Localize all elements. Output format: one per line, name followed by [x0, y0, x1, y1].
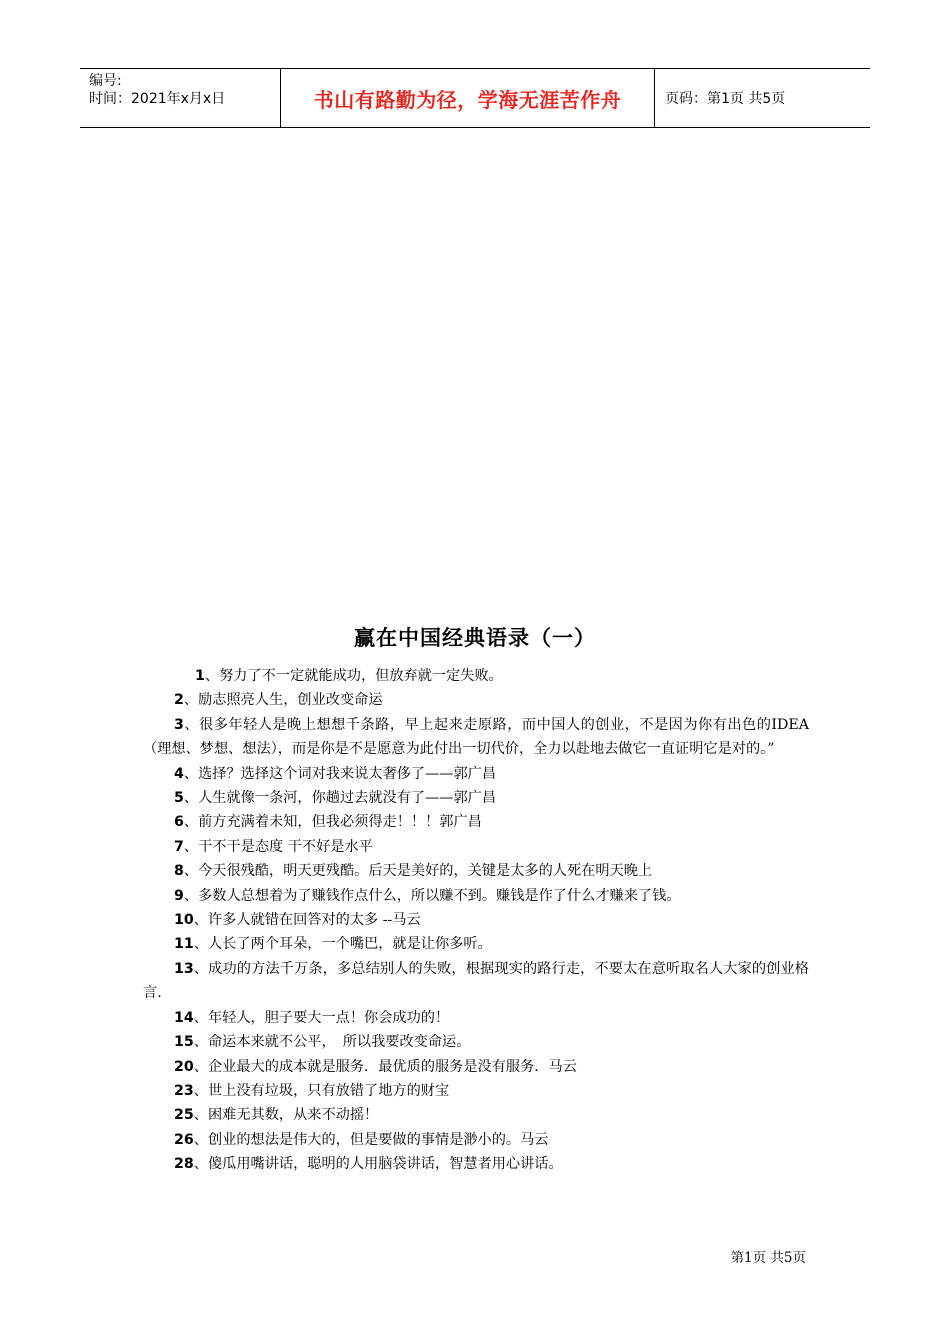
quote-item — [143, 859, 809, 883]
quote-text: 、今天很残酷，明天更残酷。后天是美好的，关键是太多的人死在明天晚上 — [183, 863, 653, 880]
quote-item — [143, 786, 809, 810]
quote-item — [143, 957, 809, 1006]
quote-item — [143, 1128, 809, 1152]
quote-item — [143, 884, 809, 908]
quote-number: 8 — [174, 863, 184, 880]
quote-text: 、干不干是态度 干不好是水平 — [183, 838, 373, 855]
quote-text: 、努力了不一定就能成功，但放弃就一定失败。 — [204, 668, 503, 684]
quote-item — [143, 810, 809, 834]
quote-item — [143, 932, 809, 956]
quote-text: 、很多年轻人是晚上想想千条路，早上起来走原路，而中国人的创业，不是因为你有出色的IDEA（理想、梦想、想法），而是你是不是愿意为此付出一切代价，全力以赴地去做它一直证明它是对的。” — [143, 716, 809, 758]
quote-number: 20 — [174, 1058, 194, 1075]
quote-text: 、企业最大的成本就是服务．最优质的服务是没有服务．马云 — [193, 1058, 577, 1075]
quote-item — [143, 1152, 809, 1176]
quote-number: 25 — [174, 1107, 194, 1124]
quote-number: 2 — [174, 692, 184, 709]
quote-item — [143, 713, 809, 762]
quote-number: 15 — [174, 1034, 194, 1051]
quote-text: 、成功的方法千万条，多总结别人的失败，根据现实的路行走，不要太在意听取名人大家的创业格言. — [143, 960, 809, 1002]
quote-text: 、许多人就错在回答对的太多 --马云 — [193, 912, 421, 929]
quote-item — [143, 835, 809, 859]
quote-number: 7 — [174, 838, 184, 855]
quote-number: 1 — [195, 668, 205, 684]
code-label: 编号: — [89, 73, 122, 89]
header-meta — [80, 69, 281, 127]
quote-number: 9 — [174, 887, 184, 904]
quote-number: 14 — [174, 1009, 194, 1026]
quote-item — [143, 664, 809, 688]
quote-item — [143, 1103, 809, 1127]
quote-number: 3 — [174, 716, 184, 733]
quote-number: 10 — [174, 912, 194, 929]
quote-text: 、人长了两个耳朵，一个嘴巴，就是让你多听。 — [193, 936, 492, 953]
quote-text: 、创业的想法是伟大的，但是要做的事情是渺小的。马云 — [193, 1131, 549, 1148]
quote-number: 5 — [174, 790, 184, 807]
quote-text: 、选择？选择这个词对我来说太奢侈了——郭广昌 — [183, 765, 497, 782]
quote-item — [143, 908, 809, 932]
quote-number: 11 — [174, 936, 194, 953]
quote-text: 、前方充满着未知，但我必须得走！！！郭广昌 — [183, 814, 482, 831]
quote-item — [143, 1055, 809, 1079]
quote-number: 4 — [174, 765, 184, 782]
quote-item — [143, 688, 809, 712]
quote-text: 、年轻人，胆子要大一点！你会成功的！ — [193, 1009, 450, 1026]
quote-text: 、人生就像一条河，你趟过去就没有了——郭广昌 — [183, 790, 497, 807]
quote-item — [143, 762, 809, 786]
page-header — [80, 68, 870, 128]
quote-text: 、傻瓜用嘴讲话，聪明的人用脑袋讲话，智慧者用心讲话。 — [193, 1156, 563, 1173]
time-label: 时间：2021年x月x日 — [89, 91, 226, 107]
quote-list — [143, 664, 809, 1177]
quote-number: 13 — [174, 960, 194, 977]
quote-text: 、多数人总想着为了赚钱作点什么，所以赚不到。赚钱是作了什么才赚来了钱。 — [183, 887, 681, 904]
quote-item — [143, 1079, 809, 1103]
quote-number: 28 — [174, 1156, 194, 1173]
quote-text: 、困难无其数，从来不动摇！ — [193, 1107, 379, 1124]
document-title: 赢在中国经典语录（一） — [354, 625, 596, 650]
quote-number: 6 — [174, 814, 184, 831]
header-page-number: 页码：第1页 共5页 — [665, 91, 786, 107]
quote-item — [143, 1006, 809, 1030]
page-footer: 第1页 共5页 — [730, 1250, 806, 1266]
quote-item — [143, 1030, 809, 1054]
quote-number: 26 — [174, 1131, 194, 1148]
header-motto: 书山有路勤为径，学海无涯苦作舟 — [281, 69, 655, 127]
quote-text: 、世上没有垃圾，只有放错了地方的财宝 — [193, 1082, 450, 1099]
quote-number: 23 — [174, 1082, 194, 1099]
quote-text: 、命运本来就不公平， 所以我要改变命运。 — [193, 1034, 471, 1051]
quote-text: 、励志照亮人生，创业改变命运 — [183, 692, 383, 709]
